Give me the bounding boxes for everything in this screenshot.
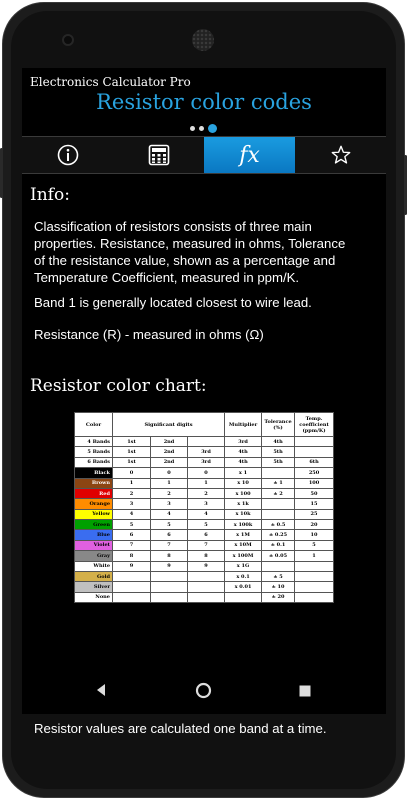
band-row-label: 4 Bands [75, 437, 113, 447]
temp-coefficient-cell: 250 [295, 468, 334, 478]
info-line: Temperature Coefficient, measured in ppm/K. [34, 270, 300, 285]
chart-heading: Resistor color chart: [30, 376, 207, 396]
temp-coefficient-cell [295, 592, 334, 602]
temp-coefficient-cell: 5 [295, 540, 334, 550]
digit-cell: 6 [151, 530, 188, 540]
header-multiplier: Multiplier [225, 413, 262, 437]
digit-cell [151, 592, 188, 602]
color-row [75, 468, 334, 478]
color-row [75, 551, 334, 561]
digit-cell: 8 [151, 551, 188, 561]
color-row [75, 530, 334, 540]
color-swatch-cell: Violet [75, 540, 113, 550]
page-dot-active [208, 124, 217, 133]
multiplier-cell: x 0.01 [225, 582, 262, 592]
digit-cell: 8 [113, 551, 151, 561]
front-camera [62, 34, 74, 46]
temp-coefficient-cell: 25 [295, 509, 334, 519]
digit-cell [188, 571, 225, 581]
digit-cell: 4 [151, 509, 188, 519]
multiplier-cell: x 10k [225, 509, 262, 519]
color-swatch-cell: Blue [75, 530, 113, 540]
band-position-cell: 3rd [225, 437, 262, 447]
header-tolerance: Tolerance (%) [262, 413, 295, 437]
color-swatch-cell: None [75, 592, 113, 602]
color-swatch-cell: Orange [75, 499, 113, 509]
digit-cell [188, 582, 225, 592]
color-row [75, 540, 334, 550]
screen [22, 68, 386, 736]
multiplier-cell: x 100M [225, 551, 262, 561]
color-row [75, 561, 334, 571]
band-position-cell: 2nd [151, 457, 188, 467]
tab-bar [22, 136, 386, 174]
color-row [75, 499, 334, 509]
multiplier-cell: x 1 [225, 468, 262, 478]
multiplier-cell: x 0.1 [225, 571, 262, 581]
digit-cell: 5 [188, 520, 225, 530]
digit-cell: 8 [188, 551, 225, 561]
band-row [75, 437, 334, 447]
tolerance-cell [262, 468, 295, 478]
digit-cell [113, 592, 151, 602]
digit-cell: 3 [188, 499, 225, 509]
band-position-cell [295, 447, 334, 457]
band1-note: Band 1 is generally located closest to wire lead. [34, 295, 312, 310]
band-position-cell: 2nd [151, 437, 188, 447]
tolerance-cell: ± 0.1 [262, 540, 295, 550]
navigation-bar [22, 670, 386, 712]
tolerance-cell: ± 2 [262, 488, 295, 498]
tab-info[interactable] [22, 137, 113, 173]
tolerance-cell [262, 509, 295, 519]
color-swatch-cell: Gold [75, 571, 113, 581]
info-line: properties. Resistance, measured in ohms, Tolerance [34, 236, 346, 251]
resistance-note: Resistance (R) - measured in ohms (Ω) [34, 327, 264, 342]
color-swatch-cell: Green [75, 520, 113, 530]
color-row [75, 592, 334, 602]
temp-coefficient-cell [295, 582, 334, 592]
info-paragraph [34, 218, 379, 286]
digit-cell: 7 [151, 540, 188, 550]
color-swatch-cell: White [75, 561, 113, 571]
multiplier-cell: x 1k [225, 499, 262, 509]
digit-cell: 0 [151, 468, 188, 478]
band-position-cell: 4th [262, 437, 295, 447]
header-temp-coefficient: Temp. coefficient (ppm/K) [295, 413, 334, 437]
tolerance-cell: ± 5 [262, 571, 295, 581]
band-position-cell: 3rd [188, 447, 225, 457]
band-position-cell: 5th [262, 457, 295, 467]
digit-cell: 7 [188, 540, 225, 550]
band-position-cell: 5th [262, 447, 295, 457]
digit-cell: 5 [113, 520, 151, 530]
digit-cell: 5 [151, 520, 188, 530]
band-position-cell: 3rd [188, 457, 225, 467]
star-icon [330, 144, 352, 166]
multiplier-cell: x 100k [225, 520, 262, 530]
back-icon[interactable] [94, 683, 108, 702]
info-heading: Info: [30, 185, 70, 205]
tolerance-cell: ± 0.05 [262, 551, 295, 561]
multiplier-cell: x 100 [225, 488, 262, 498]
digit-cell: 7 [113, 540, 151, 550]
color-row [75, 582, 334, 592]
digit-cell: 0 [188, 468, 225, 478]
digit-cell [113, 571, 151, 581]
color-row [75, 488, 334, 498]
info-icon [57, 144, 79, 166]
digit-cell [151, 582, 188, 592]
temp-coefficient-cell: 50 [295, 488, 334, 498]
temp-coefficient-cell [295, 561, 334, 571]
multiplier-cell: x 1M [225, 530, 262, 540]
digit-cell: 3 [151, 499, 188, 509]
info-line: of the resistance value, shown as a percentage and [34, 253, 336, 268]
band-position-cell [188, 437, 225, 447]
color-row [75, 509, 334, 519]
volume-button [0, 148, 3, 198]
info-line: Classification of resistors consists of three main [34, 219, 312, 234]
digit-cell: 4 [113, 509, 151, 519]
content-scroll[interactable] [22, 175, 386, 736]
temp-coefficient-cell: 15 [295, 499, 334, 509]
digit-cell: 1 [113, 478, 151, 488]
tolerance-cell: ± 10 [262, 582, 295, 592]
color-swatch-cell: Brown [75, 478, 113, 488]
color-code-table [74, 412, 334, 603]
band-position-cell [295, 437, 334, 447]
multiplier-cell: x 10 [225, 478, 262, 488]
color-swatch-cell: Red [75, 488, 113, 498]
band-position-cell: 4th [225, 447, 262, 457]
tolerance-cell: ± 1 [262, 478, 295, 488]
multiplier-cell: x 1G [225, 561, 262, 571]
digit-cell: 2 [188, 488, 225, 498]
digit-cell [113, 582, 151, 592]
page-title: Resistor color codes [96, 90, 312, 114]
page-dot [199, 126, 204, 131]
digit-cell: 4 [188, 509, 225, 519]
multiplier-cell [225, 592, 262, 602]
tolerance-cell [262, 561, 295, 571]
color-swatch-cell: Yellow [75, 509, 113, 519]
power-button [404, 155, 407, 215]
band-position-cell: 1st [113, 447, 151, 457]
color-row [75, 571, 334, 581]
home-icon[interactable] [195, 682, 212, 704]
digit-cell: 9 [188, 561, 225, 571]
digit-cell: 9 [151, 561, 188, 571]
tolerance-cell: ± 0.5 [262, 520, 295, 530]
digit-cell: 6 [188, 530, 225, 540]
tolerance-cell: ± 0.25 [262, 530, 295, 540]
color-swatch-cell: Silver [75, 582, 113, 592]
digit-cell: 2 [113, 488, 151, 498]
digit-cell [188, 592, 225, 602]
function-icon: fx [239, 142, 260, 168]
tolerance-cell: ± 20 [262, 592, 295, 602]
digit-cell: 0 [113, 468, 151, 478]
page-indicator [190, 123, 222, 133]
color-row [75, 520, 334, 530]
digit-cell [151, 571, 188, 581]
digit-cell: 1 [188, 478, 225, 488]
tab-formulas[interactable] [204, 137, 295, 173]
header-significant-digits: Significant digits [113, 413, 225, 437]
band-row-label: 5 Bands [75, 447, 113, 457]
color-swatch-cell: Black [75, 468, 113, 478]
band-position-cell: 2nd [151, 447, 188, 457]
band-position-cell: 4th [225, 457, 262, 467]
digit-cell: 9 [113, 561, 151, 571]
resistor-color-chart [74, 412, 333, 603]
digit-cell: 3 [113, 499, 151, 509]
page-dot [190, 126, 195, 131]
band-position-cell: 1st [113, 437, 151, 447]
temp-coefficient-cell: 1 [295, 551, 334, 561]
band-row [75, 457, 334, 467]
band-row [75, 447, 334, 457]
earpiece-speaker [192, 29, 214, 51]
band-position-cell: 1st [113, 457, 151, 467]
color-row [75, 478, 334, 488]
app-title: Electronics Calculator Pro [30, 75, 191, 89]
tab-calculator[interactable] [113, 137, 204, 173]
temp-coefficient-cell: 10 [295, 530, 334, 540]
color-swatch-cell: Gray [75, 551, 113, 561]
calculator-icon [148, 144, 170, 166]
digit-cell: 6 [113, 530, 151, 540]
band-position-cell: 6th [295, 457, 334, 467]
header-color: Color [75, 413, 113, 437]
recents-icon[interactable] [299, 684, 311, 702]
temp-coefficient-cell: 20 [295, 520, 334, 530]
tab-favorites[interactable] [295, 137, 386, 173]
temp-coefficient-cell: 100 [295, 478, 334, 488]
digit-cell: 1 [151, 478, 188, 488]
temp-coefficient-cell [295, 571, 334, 581]
digit-cell: 2 [151, 488, 188, 498]
multiplier-cell: x 10M [225, 540, 262, 550]
calculate-text: Resistor values are calculated one band at a time. [34, 721, 327, 736]
band-row-label: 6 Bands [75, 457, 113, 467]
tolerance-cell [262, 499, 295, 509]
